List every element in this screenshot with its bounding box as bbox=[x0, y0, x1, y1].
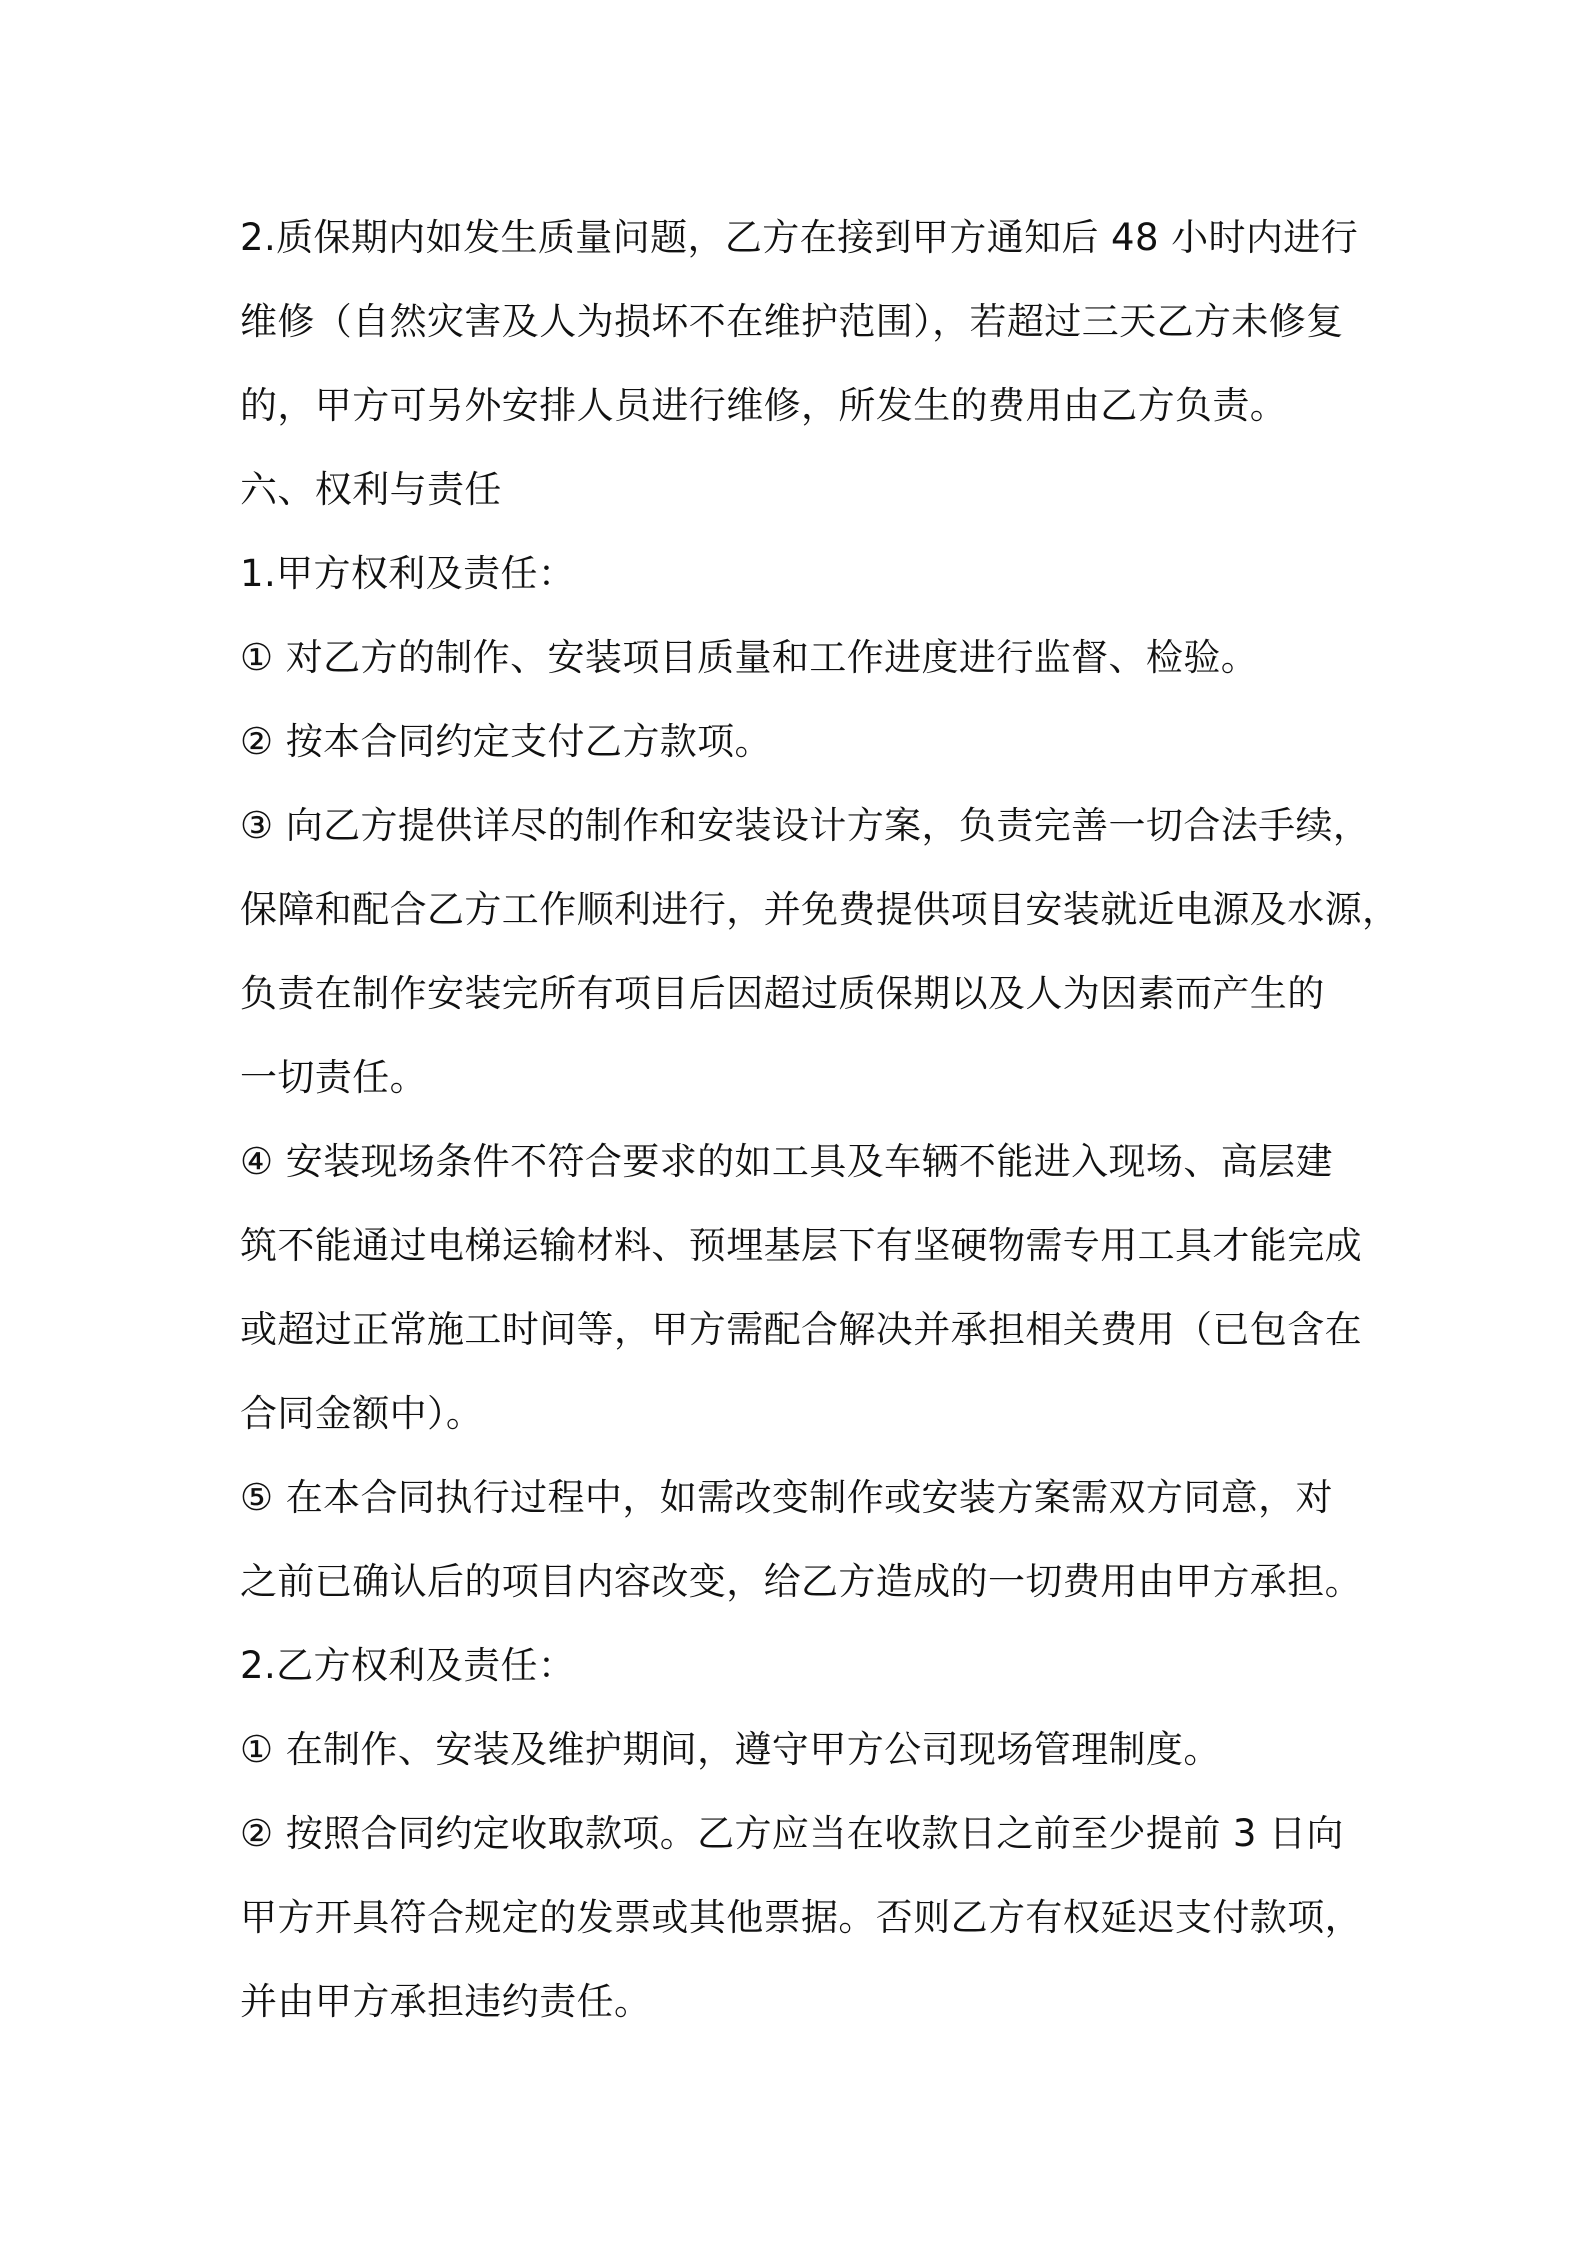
text-line: ④ 安装现场条件不符合要求的如工具及车辆不能进入现场、高层建 bbox=[240, 1140, 1333, 1183]
party-b-heading bbox=[240, 1624, 1380, 1708]
section-title: 六、权利与责任 bbox=[240, 468, 502, 511]
text-line: ⑤ 在本合同执行过程中，如需改变制作或安装方案需双方同意，对 bbox=[240, 1476, 1333, 1519]
text-line: 保障和配合乙方工作顺利进行，并免费提供项目安装就近电源及水源， bbox=[240, 888, 1400, 931]
text-line: ① 对乙方的制作、安装项目质量和工作进度进行监督、检验。 bbox=[240, 636, 1259, 679]
subsection-title: 2.乙方权利及责任： bbox=[240, 1644, 576, 1687]
text-line: 筑不能通过电梯运输材料、预埋基层下有坚硬物需专用工具才能完成 bbox=[240, 1224, 1362, 1267]
party-b-item-2 bbox=[240, 1792, 1380, 2044]
text-line: ② 按本合同约定支付乙方款项。 bbox=[240, 720, 772, 763]
text-line: 2.质保期内如发生质量问题，乙方在接到甲方通知后 48 小时内进行 bbox=[240, 216, 1359, 259]
party-a-item-1 bbox=[240, 616, 1380, 700]
contract-body bbox=[240, 196, 1400, 2044]
party-a-heading bbox=[240, 532, 1380, 616]
party-a-item-2 bbox=[240, 700, 1380, 784]
text-line: ① 在制作、安装及维护期间，遵守甲方公司现场管理制度。 bbox=[240, 1728, 1221, 1771]
text-line: 甲方开具符合规定的发票或其他票据。否则乙方有权延迟支付款项， bbox=[240, 1896, 1362, 1939]
text-line: ③ 向乙方提供详尽的制作和安装设计方案，负责完善一切合法手续， bbox=[240, 804, 1371, 847]
text-line: 负责在制作安装完所有项目后因超过质保期以及人为因素而产生的 bbox=[240, 972, 1325, 1015]
text-line: 合同金额中）。 bbox=[240, 1392, 484, 1435]
text-line: 或超过正常施工时间等，甲方需配合解决并承担相关费用（已包含在 bbox=[240, 1308, 1362, 1351]
text-line: 维修（自然灾害及人为损坏不在维护范围），若超过三天乙方未修复 bbox=[240, 300, 1344, 343]
party-a-item-5 bbox=[240, 1456, 1380, 1624]
text-line: 之前已确认后的项目内容改变，给乙方造成的一切费用由甲方承担。 bbox=[240, 1560, 1362, 1603]
text-line: ② 按照合同约定收取款项。乙方应当在收款日之前至少提前 3 日向 bbox=[240, 1812, 1344, 1855]
party-a-item-3 bbox=[240, 784, 1400, 1120]
text-line: 的，甲方可另外安排人员进行维修，所发生的费用由乙方负责。 bbox=[240, 384, 1288, 427]
text-line: 一切责任。 bbox=[240, 1056, 427, 1099]
warranty-clause-paragraph bbox=[240, 196, 1380, 448]
subsection-title: 1.甲方权利及责任： bbox=[240, 552, 576, 595]
party-a-item-4 bbox=[240, 1120, 1380, 1456]
party-b-item-1 bbox=[240, 1708, 1380, 1792]
text-line: 并由甲方承担违约责任。 bbox=[240, 1980, 652, 2023]
section-six-heading bbox=[240, 448, 1380, 532]
